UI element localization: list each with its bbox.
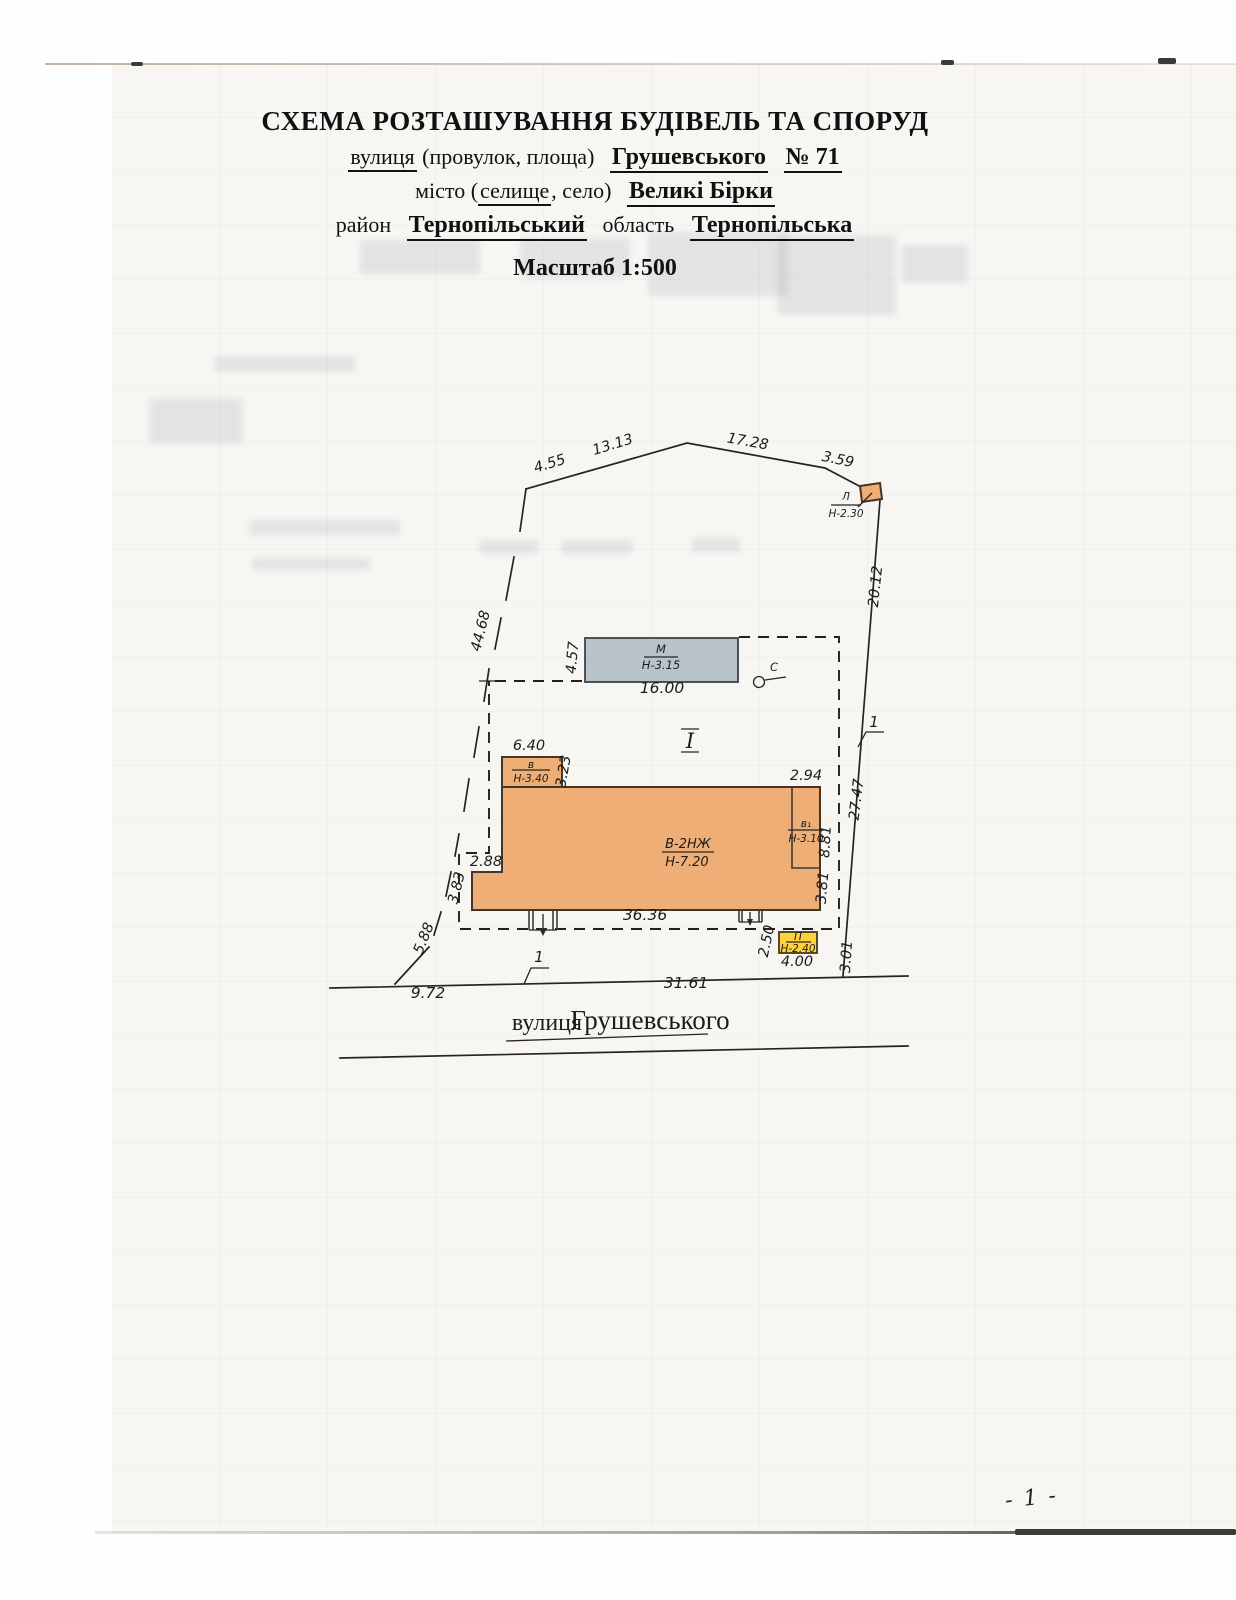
house-number: № 71 xyxy=(784,144,842,173)
dim-main-step: 2.88 xyxy=(469,854,503,870)
dim-annex-right: 3.23 xyxy=(553,754,575,789)
street-paren: (провулок, площа) xyxy=(422,144,595,169)
building-v1-height: Н-3.10 xyxy=(788,833,824,845)
dim-west-2: 5.88 xyxy=(410,920,438,957)
dim-main-right-1: 8.81 xyxy=(817,825,835,859)
oblast-value: Тернопільська xyxy=(690,212,854,241)
building-v1-code: в₁ xyxy=(800,818,812,830)
street-name-label: вулиця xyxy=(511,1010,583,1036)
dim-m-left: 4.57 xyxy=(563,640,583,675)
dim-top-2: 13.13 xyxy=(590,431,636,459)
scale-label: Масштаб 1:500 xyxy=(513,255,677,281)
dim-top-3: 17.28 xyxy=(725,430,770,454)
well-leader xyxy=(765,677,786,680)
dim-p-left: 2.50 xyxy=(755,923,779,959)
street-marker: 1 xyxy=(534,948,544,966)
settlement-value: Великі Бірки xyxy=(627,178,775,207)
dim-east-3: 3.01 xyxy=(837,940,857,974)
dim-top-1: 4.55 xyxy=(532,451,568,477)
oblast-label: область xyxy=(602,212,675,237)
north-boundary-line xyxy=(526,443,861,489)
dim-annex-top: 6.40 xyxy=(512,738,546,754)
district-value: Тернопільський xyxy=(407,212,587,241)
page-number: - 1 - xyxy=(1003,1483,1060,1514)
dim-main-left: 3.83 xyxy=(445,870,469,906)
street-value: Грушевського xyxy=(610,144,768,173)
building-l-height: Н-2.30 xyxy=(828,508,864,520)
building-l xyxy=(860,483,882,502)
building-main-code: В-2НЖ xyxy=(665,837,711,852)
building-main-height: Н-7.20 xyxy=(665,855,709,870)
dim-east-2: 27.47 xyxy=(846,777,868,822)
well-symbol xyxy=(754,677,765,688)
porch-right xyxy=(739,910,762,926)
street-name-value: Грушевського xyxy=(570,1005,730,1035)
dim-main-bottom: 36.36 xyxy=(622,906,668,924)
dim-m-bottom: 16.00 xyxy=(639,679,685,697)
fence-marker: 1 xyxy=(869,713,879,731)
parcel-number: І xyxy=(685,729,695,753)
dim-east-1: 20.12 xyxy=(865,565,887,609)
dim-v1-top: 2.94 xyxy=(789,768,823,784)
building-v-height: Н-3.40 xyxy=(513,773,549,785)
dim-top-4: 3.59 xyxy=(820,448,856,472)
city-label-suffix: , село) xyxy=(551,178,612,203)
dim-main-right-2: 3.81 xyxy=(813,870,833,905)
building-m-height: Н-3.15 xyxy=(641,658,681,672)
building-l-code: Л xyxy=(842,491,850,503)
dim-west-1: 44.68 xyxy=(468,608,494,654)
building-v-code: в xyxy=(527,759,535,771)
page-title: СХЕМА РОЗТАШУВАННЯ БУДІВЕЛЬ ТА СПОРУД xyxy=(261,106,929,136)
building-m-code: М xyxy=(656,642,666,656)
well-label: С xyxy=(769,660,779,674)
porch-left xyxy=(529,910,557,936)
district-label: район xyxy=(335,212,392,237)
dim-street-1: 9.72 xyxy=(410,984,446,1002)
building-p-code: П xyxy=(794,931,802,943)
street-label: вулиця xyxy=(348,144,416,172)
dim-p-bottom: 4.00 xyxy=(780,954,814,970)
city-label-selyshche: селище xyxy=(478,178,551,206)
street-marker-leader xyxy=(524,968,549,984)
dim-street-2: 31.61 xyxy=(663,974,709,992)
building-main xyxy=(469,787,820,910)
street-line-far xyxy=(340,1046,908,1058)
city-label-prefix: місто ( xyxy=(415,178,479,203)
building-p-height: Н-2.40 xyxy=(780,943,816,955)
